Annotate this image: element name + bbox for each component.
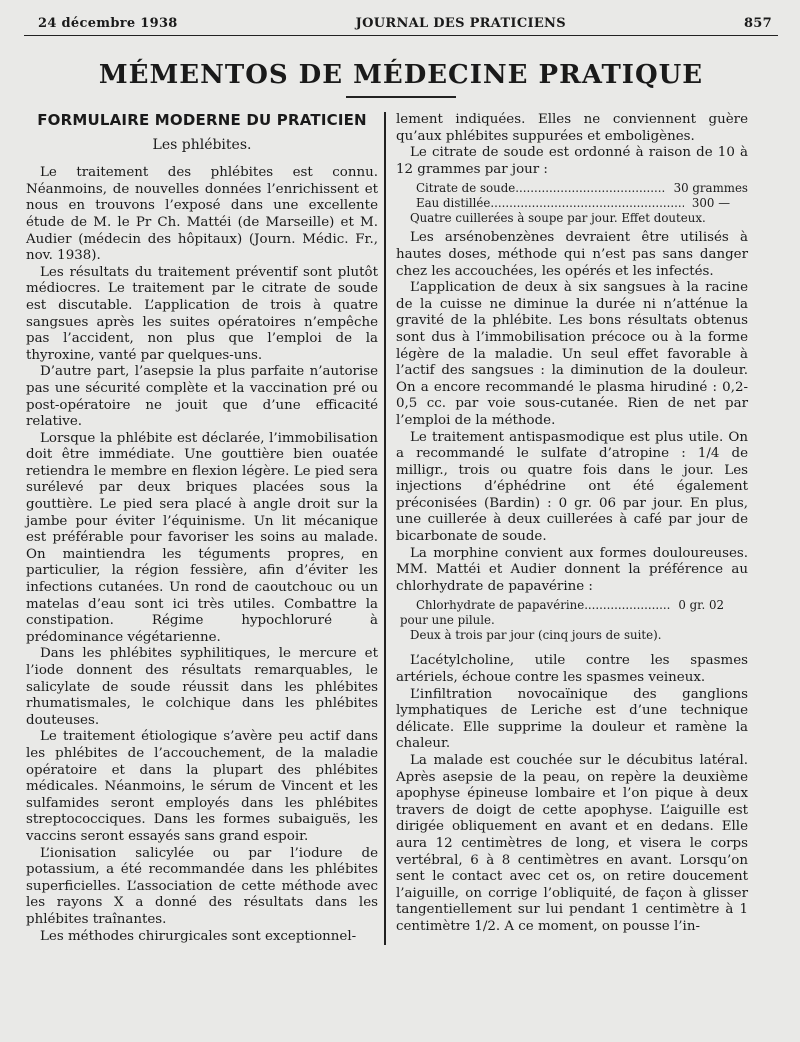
- header-date: 24 décembre 1938: [38, 16, 178, 31]
- paragraph: D’autre part, l’asepsie la plus parfaite n’autorise pas une sécurité complète et la vaccination pré ou post-opératoire ne jouit que d’une efficacité relative.: [26, 364, 378, 430]
- paragraph: Dans les phlébites syphilitiques, le mercure et l’iode donnent des résultats remarquables, le salicylate de soude réussit dans les phlébites rhumatismales, le colchique dans les phlébites douteuses.: [26, 646, 378, 728]
- paragraph: Le traitement étiologique s’avère peu actif dans les phlébites de l’accouchement, de la maladie opératoire et dans la plupart des phlébites médicales. Néanmoins, le sérum de Vincent et les sulfamides seront employés dans les phlébites streptococciques. Dans les formes subaiguës, les vaccins seront essayés sans grand espoir.: [26, 729, 378, 844]
- article-subtitle: Les phlébites.: [152, 136, 252, 153]
- paragraph: lement indiquées. Elles ne conviennent guère qu’aux phlébites suppurées et emboligènes.: [396, 112, 748, 144]
- right-column: [384, 112, 750, 945]
- paragraph: L’infiltration novocaïnique des ganglions lymphatiques de Leriche est d’une technique délicate. Elle supprime la douleur et ramène la chaleur.: [396, 686, 748, 752]
- page-title: MÉMENTOS DE MÉDECINE PRATIQUE: [98, 60, 704, 90]
- title-rule: [346, 96, 456, 98]
- paragraph: Les résultats du traitement préventif sont plutôt médiocres. Le traitement par le citrate de soude est discutable. L’application de trois à quatre sangsues après les suites opératoires n’empêche pas l’accident, non plus que l’emploi de la thyroxine, vanté par quelques-uns.: [26, 264, 378, 363]
- running-header: [24, 12, 778, 36]
- paragraph: Le traitement des phlébites est connu. Néanmoins, de nouvelles données l’enrichissent et nous en trouvons l’exposé dans une excellente étude de M. le Pr Ch. Mattéi (de Marseille) et M. Audier (médecin des hôpitaux) (Journ. Médic. Fr., nov. 1938).: [26, 165, 378, 264]
- paragraph: Les méthodes chirurgicales sont exceptionnel-: [40, 928, 357, 944]
- formula-line: pour une pilule.: [400, 613, 495, 628]
- header-journal-name: JOURNAL DES PRATICIENS: [355, 16, 566, 31]
- formula-papaverine: [396, 598, 748, 643]
- text-columns: [24, 112, 778, 945]
- ingredient-quantity: 300 —: [691, 196, 730, 211]
- leader-dots: [515, 181, 665, 196]
- paragraph: La malade est couchée sur le décubitus latéral. Après asepsie de la peau, on repère la deuxième apophyse épineuse lombaire et l’on pique à deux travers de doigt de cette apophyse. L’aiguille est dirigée obliquement en avant et en dedans. Elle aura 12 centimètres de long, et visera le corps vertébral, 6 à 8 centimètres en avant. Lorsqu’on sent le contact avec cet os, on retire doucement l’aiguille, on corrige l’obliquité, de façon à glisser tangentiellement sur lui pendant 1 centimètre à 1 centimètre 1/2. A ce moment, on pousse l’in-: [396, 753, 748, 934]
- header-page-number: 857: [743, 16, 772, 31]
- section-heading: FORMULAIRE MODERNE DU PRATICIEN: [37, 111, 367, 129]
- paragraph: L’application de deux à six sangsues à la racine de la cuisse ne diminue la durée ni n’atténue la gravité de la phlébite. Les bons résultats obtenus sont dus à l’immobilisation précoce ou à la forme légère de la maladie. Un seul effet favorable à l’actif des sangsues : la diminution de la douleur. On a encore recommandé le plasma hirudiné : 0,2-0,5 cc. par voie sous-cutanée. Rien de net par l’emploi de la méthode.: [396, 280, 748, 428]
- paragraph: Le citrate de soude est ordonné à raison de 10 à 12 grammes par jour :: [396, 145, 748, 177]
- formula-row: [396, 181, 748, 196]
- ingredient-name: Eau distillée: [416, 196, 491, 211]
- ingredient-name: Chlorhydrate de papavérine: [416, 598, 585, 613]
- leader-dots: [584, 598, 670, 613]
- formula-citrate: [396, 181, 748, 226]
- leader-dots: [490, 196, 684, 211]
- paragraph: Le traitement antispasmodique est plus utile. On a recommandé le sulfate d’atropine : 1/4 de milligr., trois ou quatre fois dans le jour. Les injections d’éphédrine ont été également préconisées (Bardin) : 0 gr. 06 par jour. En plus, une cuillerée à deux cuillerées à café par jour de bicarbonate de soude.: [396, 429, 748, 545]
- ingredient-quantity: 0 gr. 02: [678, 598, 724, 613]
- left-column: [24, 112, 384, 945]
- paragraph: Lorsque la phlébite est déclarée, l’immobilisation doit être immédiate. Une gouttière bien ouatée retiendra le membre en flexion légère. Le pied sera surélevé par deux briques placées sous la gouttière. Le pied sera placé à angle droit sur la jambe pour éviter l’équinisme. Un lit mécanique est préférable pour favoriser les soins au malade. On maintiendra les téguments propres, en particulier, la région fessière, afin d’éviter les infections cutanées. Un rond de caoutchouc ou un matelas d’eau sont ici très utiles. Combattre la constipation. Régime hypochloruré à prédominance végétarienne.: [26, 430, 378, 645]
- paragraph: La morphine convient aux formes douloureuses. MM. Mattéi et Audier donnent la préférence au chlorhydrate de papavérine :: [396, 545, 748, 594]
- paragraph: L’acétylcholine, utile contre les spasmes artériels, échoue contre les spasmes veineux.: [396, 653, 748, 686]
- formula-row: [396, 196, 748, 211]
- formula-row: [396, 598, 748, 613]
- paragraph: Les arsénobenzènes devraient être utilisés à hautes doses, méthode qui n’est pas sans danger chez les accouchées, les opérés et les infectés.: [396, 230, 748, 279]
- formula-note: Deux à trois par jour (cinq jours de suite).: [410, 628, 662, 643]
- ingredient-quantity: 30 grammes: [673, 181, 748, 196]
- paragraph: L’ionisation salicylée ou par l’iodure de potassium, a été recommandée dans les phlébites superficielles. L’association de cette méthode avec les rayons X a donné des résultats dans les phlébites traînantes.: [26, 845, 378, 927]
- formula-note: Quatre cuillerées à soupe par jour. Effet douteux.: [410, 211, 706, 226]
- ingredient-name: Citrate de soude: [416, 181, 516, 196]
